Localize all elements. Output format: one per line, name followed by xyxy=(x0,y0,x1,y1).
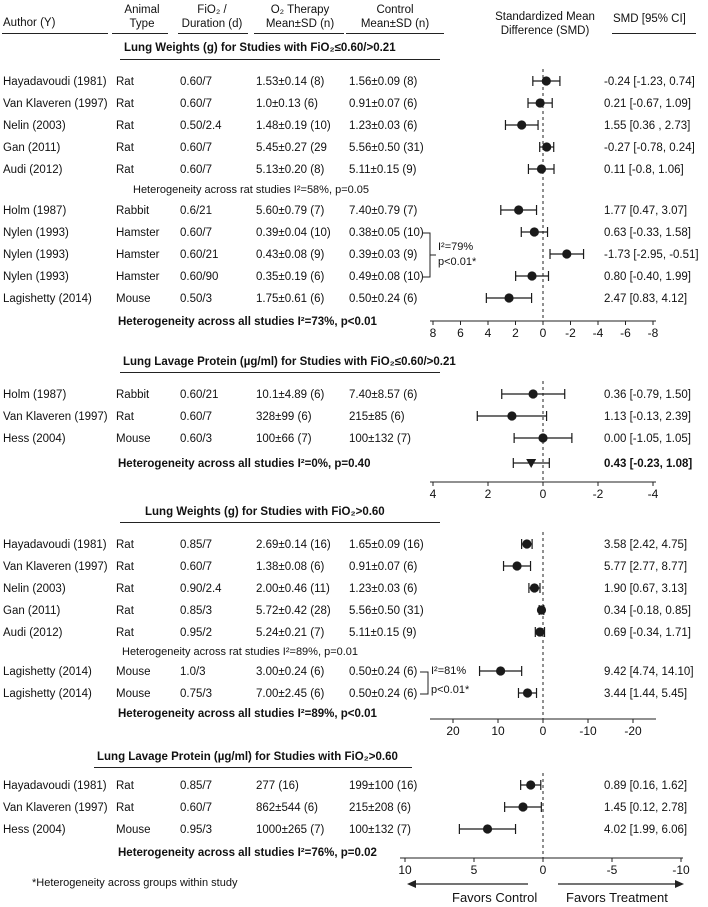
control-cell: 215±208 (6) xyxy=(349,802,411,814)
smd-point xyxy=(512,561,521,570)
smd-title-l1: Standardized Mean xyxy=(495,11,595,23)
animal-cell: Mouse xyxy=(116,688,151,700)
author-cell: Van Klaveren (1997) xyxy=(3,561,108,573)
group-heterogeneity-i2: I²=81% xyxy=(431,665,467,677)
ci-cell: 1.77 [0.47, 3.07] xyxy=(604,205,688,217)
x-tick-label: 2 xyxy=(512,326,519,340)
fio2-cell: 0.90/2.4 xyxy=(180,583,222,595)
smd-point xyxy=(518,802,527,811)
heterogeneity-total: Heterogeneity across all studies I²=76%, p=0.02 xyxy=(118,847,377,859)
control-cell: 5.56±0.50 (31) xyxy=(349,142,424,154)
favors-control-label: Favors Control xyxy=(452,890,538,905)
control-cell: 100±132 (7) xyxy=(349,824,411,836)
o2-cell: 5.24±0.21 (7) xyxy=(256,627,325,639)
x-tick-label: 2 xyxy=(484,487,492,501)
smd-point xyxy=(536,98,545,107)
x-tick-label: -5 xyxy=(606,863,618,877)
o2-cell: 5.45±0.27 (29 xyxy=(256,142,327,154)
x-tick-label: -10 xyxy=(579,724,597,738)
ci-cell: 1.13 [-0.13, 2.39] xyxy=(604,411,691,423)
ci-cell: 0.21 [-0.67, 1.09] xyxy=(604,98,691,110)
animal-cell: Rat xyxy=(116,98,134,110)
x-tick-label: 5 xyxy=(470,863,478,877)
animal-cell: Rat xyxy=(116,583,134,595)
animal-cell: Mouse xyxy=(116,293,151,305)
o2-cell: 1000±265 (7) xyxy=(256,824,325,836)
author-cell: Gan (2011) xyxy=(3,142,61,154)
smd-point xyxy=(496,666,505,675)
author-cell: Lagishetty (2014) xyxy=(3,666,92,678)
fio2-cell: 0.60/7 xyxy=(180,98,212,110)
smd-point xyxy=(526,780,535,789)
pooled-ci-cell: 0.43 [-0.23, 1.08] xyxy=(604,458,693,470)
animal-cell: Hamster xyxy=(116,271,160,283)
x-tick-label: 4 xyxy=(429,487,437,501)
o2-cell: 5.60±0.79 (7) xyxy=(256,205,325,217)
author-cell: Nelin (2003) xyxy=(3,583,66,595)
fio2-cell: 0.6/21 xyxy=(180,205,212,217)
fio2-cell: 0.60/7 xyxy=(180,227,212,239)
control-cell: 1.56±0.09 (8) xyxy=(349,76,418,88)
animal-cell: Rat xyxy=(116,605,134,617)
x-tick-label: 20 xyxy=(446,724,460,738)
author-cell: Holm (1987) xyxy=(3,389,67,401)
x-tick-label: -6 xyxy=(620,326,631,340)
o2-cell: 1.75±0.61 (6) xyxy=(256,293,325,305)
author-cell: Holm (1987) xyxy=(3,205,67,217)
x-tick-label: 0 xyxy=(539,863,547,877)
control-cell: 1.23±0.03 (6) xyxy=(349,583,418,595)
smd-point xyxy=(542,142,551,151)
x-tick-label: -4 xyxy=(647,487,659,501)
smd-point xyxy=(535,627,544,636)
ci-cell: 3.44 [1.44, 5.45] xyxy=(604,688,688,700)
smd-point xyxy=(542,76,551,85)
x-tick-label: 0 xyxy=(539,487,547,501)
control-cell: 199±100 (16) xyxy=(349,780,418,792)
control-cell: 0.39±0.03 (9) xyxy=(349,249,418,261)
control-header-l1: Control xyxy=(376,4,414,16)
fio2-cell: 0.60/90 xyxy=(180,271,219,283)
fio2-cell: 0.60/7 xyxy=(180,142,212,154)
smd-point xyxy=(529,389,538,398)
o2-cell: 5.72±0.42 (28) xyxy=(256,605,331,617)
o2-header-l1: O₂ Therapy xyxy=(270,4,330,16)
control-cell: 0.50±0.24 (6) xyxy=(349,688,418,700)
fio2-cell: 0.95/3 xyxy=(180,824,212,836)
smd-point xyxy=(517,120,526,129)
author-header: Author (Y) xyxy=(3,17,56,29)
fio2-cell: 0.85/3 xyxy=(180,605,212,617)
fio2-cell: 0.60/7 xyxy=(180,411,212,423)
x-tick-label: -2 xyxy=(565,326,576,340)
smd-point xyxy=(530,227,539,236)
control-cell: 7.40±8.57 (6) xyxy=(349,389,418,401)
x-tick-label: -10 xyxy=(672,863,690,877)
o2-cell: 100±66 (7) xyxy=(256,433,312,445)
control-cell: 100±132 (7) xyxy=(349,433,411,445)
section-title: Lung Lavage Protein (µg/ml) for Studies with FiO₂>0.60 xyxy=(97,751,398,763)
control-cell: 0.50±0.24 (6) xyxy=(349,293,418,305)
control-header-l2: Mean±SD (n) xyxy=(360,18,430,30)
animal-cell: Rabbit xyxy=(116,205,150,217)
author-cell: Van Klaveren (1997) xyxy=(3,802,108,814)
control-cell: 0.50±0.24 (6) xyxy=(349,666,418,678)
o2-cell: 1.53±0.14 (8) xyxy=(256,76,325,88)
fio2-header-l2: Duration (d) xyxy=(181,18,243,30)
smd-point xyxy=(514,205,523,214)
ci-cell: -0.24 [-1.23, 0.74] xyxy=(604,76,695,88)
o2-cell: 1.0±0.13 (6) xyxy=(256,98,318,110)
fio2-cell: 0.85/7 xyxy=(180,539,212,551)
fio2-cell: 0.60/7 xyxy=(180,76,212,88)
ci-cell: 0.36 [-0.79, 1.50] xyxy=(604,389,691,401)
fio2-cell: 0.75/3 xyxy=(180,688,212,700)
fio2-cell: 0.50/3 xyxy=(180,293,212,305)
animal-cell: Rat xyxy=(116,142,134,154)
author-cell: Hayadavoudi (1981) xyxy=(3,76,107,88)
ci-cell: -0.27 [-0.78, 0.24] xyxy=(604,142,695,154)
ci-cell: 1.45 [0.12, 2.78] xyxy=(604,802,688,814)
smd-point xyxy=(504,293,513,302)
animal-cell: Rat xyxy=(116,120,134,132)
fio2-cell: 0.60/21 xyxy=(180,249,219,261)
fio2-cell: 0.60/7 xyxy=(180,802,212,814)
o2-cell: 277 (16) xyxy=(256,780,299,792)
animal-header-l1: Animal xyxy=(124,4,160,16)
o2-cell: 0.39±0.04 (10) xyxy=(256,227,331,239)
animal-cell: Rabbit xyxy=(116,389,150,401)
control-cell: 5.11±0.15 (9) xyxy=(349,627,417,639)
favors-control-arrowhead xyxy=(407,880,416,888)
author-cell: Gan (2011) xyxy=(3,605,61,617)
x-tick-label: -20 xyxy=(624,724,642,738)
fio2-cell: 0.95/2 xyxy=(180,627,212,639)
author-cell: Nylen (1993) xyxy=(3,227,69,239)
section-title: Lung Weights (g) for Studies with FiO₂>0.60 xyxy=(145,506,385,518)
x-tick-label: 8 xyxy=(429,326,437,340)
ci-cell: 1.55 [0.36 , 2.73] xyxy=(604,120,691,132)
x-tick-label: -2 xyxy=(592,487,604,501)
section-title: Lung Lavage Protein (µg/ml) for Studies with FiO₂≤0.60/>0.21 xyxy=(123,356,456,368)
fio2-cell: 0.60/3 xyxy=(180,433,212,445)
control-cell: 0.91±0.07 (6) xyxy=(349,98,418,110)
author-cell: Van Klaveren (1997) xyxy=(3,411,108,423)
animal-cell: Rat xyxy=(116,164,134,176)
author-cell: Audi (2012) xyxy=(3,164,63,176)
author-cell: Nylen (1993) xyxy=(3,249,69,261)
heterogeneity-note: Heterogeneity across rat studies I²=89%, p=0.01 xyxy=(122,646,359,658)
author-cell: Hayadavoudi (1981) xyxy=(3,539,107,551)
o2-cell: 10.1±4.89 (6) xyxy=(256,389,325,401)
o2-cell: 328±99 (6) xyxy=(256,411,312,423)
o2-cell: 7.00±2.45 (6) xyxy=(256,688,325,700)
animal-cell: Hamster xyxy=(116,249,160,261)
fio2-header-l1: FiO₂ / xyxy=(197,4,227,16)
author-cell: Audi (2012) xyxy=(3,627,63,639)
fio2-cell: 0.50/2.4 xyxy=(180,120,222,132)
author-cell: Hess (2004) xyxy=(3,824,66,836)
group-heterogeneity-i2: I²=79% xyxy=(438,241,474,253)
group-heterogeneity-p: p<0.01* xyxy=(438,256,477,268)
o2-header-l2: Mean±SD (n) xyxy=(265,18,335,30)
smd-title-l2: Difference (SMD) xyxy=(500,25,590,37)
ci-cell: 0.34 [-0.18, 0.85] xyxy=(604,605,691,617)
control-cell: 215±85 (6) xyxy=(349,411,405,423)
smd-point xyxy=(530,583,539,592)
animal-cell: Rat xyxy=(116,802,134,814)
author-cell: Hess (2004) xyxy=(3,433,66,445)
ci-cell: 5.77 [2.77, 8.77] xyxy=(604,561,688,573)
heterogeneity-total: Heterogeneity across all studies I²=0%, p=0.40 xyxy=(118,458,371,470)
author-cell: Lagishetty (2014) xyxy=(3,688,92,700)
x-tick-label: 0 xyxy=(539,724,547,738)
animal-header-l2: Type xyxy=(129,18,155,30)
fio2-cell: 1.0/3 xyxy=(180,666,206,678)
fio2-cell: 0.60/7 xyxy=(180,561,212,573)
animal-cell: Rat xyxy=(116,411,134,423)
animal-cell: Hamster xyxy=(116,227,160,239)
smd-point xyxy=(522,539,531,548)
x-tick-label: 0 xyxy=(539,326,547,340)
fio2-cell: 0.85/7 xyxy=(180,780,212,792)
control-cell: 7.40±0.79 (7) xyxy=(349,205,418,217)
control-cell: 5.56±0.50 (31) xyxy=(349,605,424,617)
ci-cell: -1.73 [-2.95, -0.51] xyxy=(604,249,699,261)
o2-cell: 2.00±0.46 (11) xyxy=(256,583,330,595)
animal-cell: Mouse xyxy=(116,666,151,678)
control-cell: 0.49±0.08 (10) xyxy=(349,271,424,283)
smd-point xyxy=(483,824,492,833)
x-tick-label: 4 xyxy=(484,326,492,340)
animal-cell: Rat xyxy=(116,780,134,792)
section-title: Lung Weights (g) for Studies with FiO₂≤0.60/>0.21 xyxy=(124,42,396,54)
smd-point xyxy=(527,271,536,280)
x-tick-label: 10 xyxy=(398,863,412,877)
x-tick-label: 10 xyxy=(491,724,505,738)
x-tick-label: -8 xyxy=(647,326,659,340)
author-cell: Van Klaveren (1997) xyxy=(3,98,108,110)
ci-cell: 2.47 [0.83, 4.12] xyxy=(604,293,688,305)
o2-cell: 3.00±0.24 (6) xyxy=(256,666,325,678)
smd-point xyxy=(537,605,546,614)
ci-cell: 4.02 [1.99, 6.06] xyxy=(604,824,688,836)
group-heterogeneity-p: p<0.01* xyxy=(431,684,470,696)
author-cell: Hayadavoudi (1981) xyxy=(3,780,107,792)
control-cell: 1.23±0.03 (6) xyxy=(349,120,418,132)
ci-cell: 0.11 [-0.8, 1.06] xyxy=(604,164,684,176)
control-cell: 0.91±0.07 (6) xyxy=(349,561,418,573)
animal-cell: Rat xyxy=(116,627,134,639)
animal-cell: Rat xyxy=(116,561,134,573)
smd-point xyxy=(507,411,516,420)
author-cell: Lagishetty (2014) xyxy=(3,293,92,305)
animal-cell: Rat xyxy=(116,76,134,88)
ci-cell: 3.58 [2.42, 4.75] xyxy=(604,539,688,551)
favors-treatment-label: Favors Treatment xyxy=(566,890,668,905)
favors-treatment-arrowhead xyxy=(675,880,684,888)
o2-cell: 2.69±0.14 (16) xyxy=(256,539,331,551)
ci-header: SMD [95% CI] xyxy=(613,13,686,25)
x-tick-label: -4 xyxy=(592,326,604,340)
o2-cell: 0.43±0.08 (9) xyxy=(256,249,325,261)
heterogeneity-total: Heterogeneity across all studies I²=73%, p<0.01 xyxy=(118,316,377,328)
smd-point xyxy=(562,249,571,258)
ci-cell: 0.69 [-0.34, 1.71] xyxy=(604,627,691,639)
o2-cell: 1.38±0.08 (6) xyxy=(256,561,325,573)
ci-cell: 0.89 [0.16, 1.62] xyxy=(604,780,688,792)
ci-cell: 0.63 [-0.33, 1.58] xyxy=(604,227,691,239)
smd-point xyxy=(538,433,547,442)
animal-cell: Mouse xyxy=(116,824,151,836)
ci-cell: 0.00 [-1.05, 1.05] xyxy=(604,433,691,445)
heterogeneity-total: Heterogeneity across all studies I²=89%, p<0.01 xyxy=(118,708,377,720)
o2-cell: 1.48±0.19 (10) xyxy=(256,120,331,132)
footnote: *Heterogeneity across groups within study xyxy=(32,877,238,889)
animal-cell: Rat xyxy=(116,539,134,551)
smd-point xyxy=(523,688,532,697)
ci-cell: 0.80 [-0.40, 1.99] xyxy=(604,271,691,283)
o2-cell: 0.35±0.19 (6) xyxy=(256,271,325,283)
ci-cell: 1.90 [0.67, 3.13] xyxy=(604,583,688,595)
control-cell: 0.38±0.05 (10) xyxy=(349,227,424,239)
ci-cell: 9.42 [4.74, 14.10] xyxy=(604,666,694,678)
animal-cell: Mouse xyxy=(116,433,151,445)
o2-cell: 862±544 (6) xyxy=(256,802,318,814)
fio2-cell: 0.60/21 xyxy=(180,389,219,401)
x-tick-label: 6 xyxy=(457,326,464,340)
heterogeneity-note: Heterogeneity across rat studies I²=58%, p=0.05 xyxy=(133,184,370,196)
fio2-cell: 0.60/7 xyxy=(180,164,212,176)
control-cell: 5.11±0.15 (9) xyxy=(349,164,417,176)
smd-point xyxy=(537,164,546,173)
author-cell: Nylen (1993) xyxy=(3,271,69,283)
author-cell: Nelin (2003) xyxy=(3,120,66,132)
control-cell: 1.65±0.09 (16) xyxy=(349,539,424,551)
o2-cell: 5.13±0.20 (8) xyxy=(256,164,325,176)
